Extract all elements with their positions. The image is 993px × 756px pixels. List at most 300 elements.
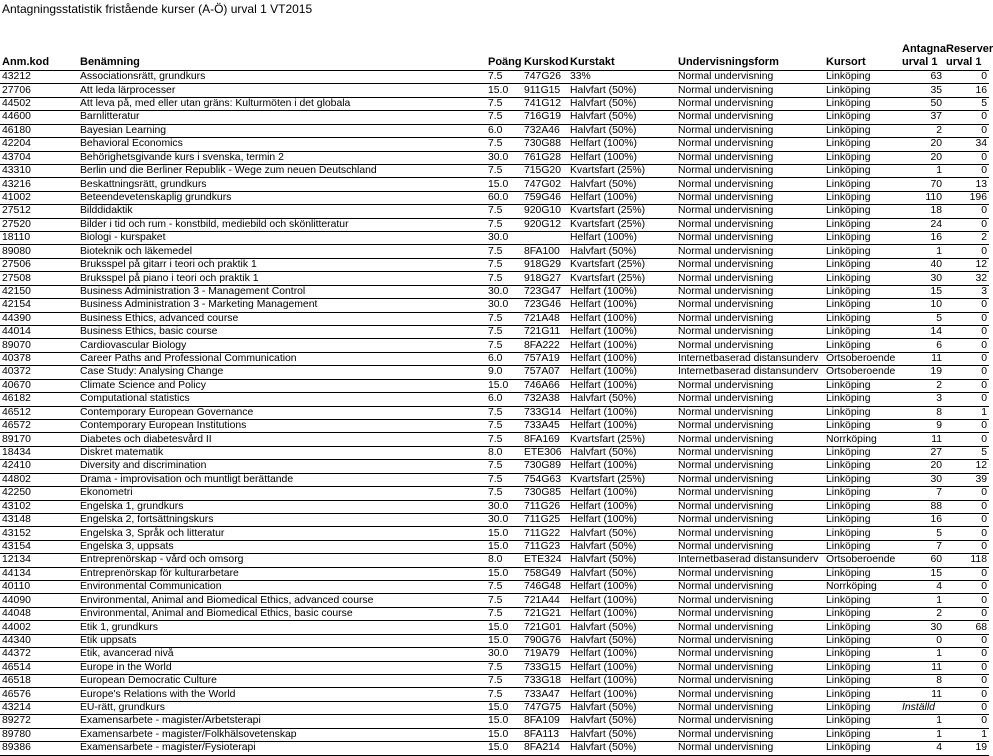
- cell-kursort: Linköping: [824, 339, 900, 352]
- cell-benamning: European Democratic Culture: [78, 674, 486, 687]
- cell-antagna: 110: [900, 191, 944, 204]
- cell-poang: 15.0: [486, 621, 522, 634]
- cell-antagna: 37: [900, 111, 944, 124]
- table-row: [0, 218, 989, 231]
- cell-kursort: Linköping: [824, 138, 900, 151]
- cell-benamning: Examensarbete - magister/Arbetsterapi: [78, 715, 486, 728]
- cell-kursort: Linköping: [824, 272, 900, 285]
- cell-poang: 7.5: [486, 419, 522, 432]
- cell-benamning: Entreprenörskap för kulturarbetare: [78, 567, 486, 580]
- cell-undervisningsform: Normal undervisning: [676, 245, 824, 258]
- cell-antagna: 40: [900, 258, 944, 271]
- cell-benamning: Climate Science and Policy: [78, 379, 486, 392]
- cell-kurstakt: Helfart (100%): [568, 419, 676, 432]
- cell-kursort: Linköping: [824, 393, 900, 406]
- cell-undervisningsform: Normal undervisning: [676, 84, 824, 97]
- table-row: [0, 648, 989, 661]
- cell-kurstakt: Halvfart (50%): [568, 84, 676, 97]
- cell-benamning: Europe in the World: [78, 661, 486, 674]
- table-row: [0, 406, 989, 419]
- cell-kurskod: 711G22: [522, 527, 568, 540]
- cell-kurstakt: Helfart (100%): [568, 607, 676, 620]
- cell-poang: 60.0: [486, 191, 522, 204]
- table-row: [0, 446, 989, 459]
- cell-poang: 9.0: [486, 366, 522, 379]
- cell-undervisningsform: Normal undervisning: [676, 258, 824, 271]
- cell-kurskod: 757A07: [522, 366, 568, 379]
- cell-kurskod: 733G14: [522, 406, 568, 419]
- cell-kurskod: 733A47: [522, 688, 568, 701]
- table-row: [0, 473, 989, 486]
- cell-reserver: 0: [944, 540, 989, 553]
- cell-antagna: 11: [900, 433, 944, 446]
- cell-anmkod: 43216: [0, 178, 78, 191]
- cell-anmkod: 46180: [0, 124, 78, 137]
- cell-antagna: 1: [900, 594, 944, 607]
- table-row: [0, 728, 989, 741]
- cell-kurstakt: Helfart (100%): [568, 661, 676, 674]
- cell-reserver: 0: [944, 326, 989, 339]
- cell-kursort: Linköping: [824, 567, 900, 580]
- cell-benamning: Europe's Relations with the World: [78, 688, 486, 701]
- cell-benamning: Examensarbete - magister/Folkhälsovetenskap: [78, 728, 486, 741]
- cell-benamning: Att leda lärprocesser: [78, 84, 486, 97]
- cell-antagna: 1: [900, 715, 944, 728]
- cell-undervisningsform: Normal undervisning: [676, 728, 824, 741]
- table-row: [0, 138, 989, 151]
- col-header-reserver: [944, 42, 993, 71]
- cell-kurskod: 723G46: [522, 299, 568, 312]
- cell-kurstakt: Halvfart (50%): [568, 527, 676, 540]
- cell-kurstakt: Kvartsfart (25%): [568, 473, 676, 486]
- cell-reserver: 0: [944, 674, 989, 687]
- cell-anmkod: 40378: [0, 352, 78, 365]
- cell-kursort: Linköping: [824, 218, 900, 231]
- cell-kurstakt: Halvfart (50%): [568, 124, 676, 137]
- cell-kurskod: 8FA113: [522, 728, 568, 741]
- cell-antagna: 5: [900, 527, 944, 540]
- table-row: [0, 97, 989, 110]
- cell-poang: 15.0: [486, 540, 522, 553]
- table-row: [0, 500, 989, 513]
- cell-kurstakt: Helfart (100%): [568, 232, 676, 245]
- cell-undervisningsform: Normal undervisning: [676, 674, 824, 687]
- cell-anmkod: 89080: [0, 245, 78, 258]
- cell-kurstakt: Helfart (100%): [568, 406, 676, 419]
- cell-anmkod: 89272: [0, 715, 78, 728]
- cell-kurskod: 711G26: [522, 500, 568, 513]
- cell-antagna: 27: [900, 446, 944, 459]
- cell-antagna: 10: [900, 299, 944, 312]
- cell-benamning: Etik, avancerad nivå: [78, 648, 486, 661]
- cell-poang: 15.0: [486, 701, 522, 714]
- cell-antagna: 5: [900, 312, 944, 325]
- cell-kursort: Linköping: [824, 594, 900, 607]
- cell-kurstakt: Kvartsfart (25%): [568, 272, 676, 285]
- cell-benamning: Bruksspel på piano i teori och praktik 1: [78, 272, 486, 285]
- cell-anmkod: 44502: [0, 97, 78, 110]
- cell-poang: 7.5: [486, 326, 522, 339]
- cell-antagna: 2: [900, 124, 944, 137]
- cell-antagna: 30: [900, 272, 944, 285]
- cell-antagna: 35: [900, 84, 944, 97]
- cell-poang: 7.5: [486, 218, 522, 231]
- cell-kurskod: 733G15: [522, 661, 568, 674]
- cell-kurskod: 761G28: [522, 151, 568, 164]
- cell-kurstakt: 33%: [568, 71, 676, 84]
- cell-anmkod: 44048: [0, 607, 78, 620]
- cell-kursort: Linköping: [824, 84, 900, 97]
- cell-benamning: Contemporary European Institutions: [78, 419, 486, 432]
- cell-kursort: Linköping: [824, 742, 900, 755]
- cell-kursort: Linköping: [824, 164, 900, 177]
- cell-undervisningsform: Normal undervisning: [676, 446, 824, 459]
- cell-undervisningsform: Normal undervisning: [676, 312, 824, 325]
- col-header-benamning: Benämning: [78, 42, 486, 71]
- cell-kursort: Linköping: [824, 634, 900, 647]
- cell-benamning: Case Study: Analysing Change: [78, 366, 486, 379]
- cell-kurskod: 721A48: [522, 312, 568, 325]
- cell-kurskod: 754G63: [522, 473, 568, 486]
- cell-anmkod: 27706: [0, 84, 78, 97]
- cell-undervisningsform: Normal undervisning: [676, 487, 824, 500]
- cell-undervisningsform: Normal undervisning: [676, 594, 824, 607]
- cell-kurstakt: Helfart (100%): [568, 339, 676, 352]
- cell-kurskod: 711G25: [522, 513, 568, 526]
- cell-kurstakt: Kvartsfart (25%): [568, 218, 676, 231]
- cell-anmkod: 44390: [0, 312, 78, 325]
- cell-kurskod: 747G75: [522, 701, 568, 714]
- cell-poang: 7.5: [486, 433, 522, 446]
- cell-poang: 30.0: [486, 299, 522, 312]
- cell-benamning: Beskattningsrätt, grundkurs: [78, 178, 486, 191]
- cell-reserver: 3: [944, 285, 989, 298]
- cell-antagna: 6: [900, 339, 944, 352]
- cell-poang: 15.0: [486, 178, 522, 191]
- cell-anmkod: 43704: [0, 151, 78, 164]
- cell-reserver: 0: [944, 500, 989, 513]
- cell-poang: 6.0: [486, 352, 522, 365]
- cell-antagna: 18: [900, 205, 944, 218]
- document-title: Antagningsstatistik fristående kurser (A-Ö) urval 1 VT2015: [2, 2, 313, 16]
- cell-antagna: 88: [900, 500, 944, 513]
- cell-poang: 7.5: [486, 661, 522, 674]
- cell-poang: 7.5: [486, 138, 522, 151]
- cell-antagna: 50: [900, 97, 944, 110]
- cell-anmkod: 46518: [0, 674, 78, 687]
- cell-poang: 7.5: [486, 594, 522, 607]
- cell-reserver: 12: [944, 258, 989, 271]
- cell-anmkod: 44600: [0, 111, 78, 124]
- cell-kursort: Linköping: [824, 688, 900, 701]
- cell-poang: 30.0: [486, 648, 522, 661]
- cell-antagna: 4: [900, 581, 944, 594]
- table-row: [0, 164, 989, 177]
- cell-kurskod: 715G20: [522, 164, 568, 177]
- cell-antagna: 8: [900, 674, 944, 687]
- table-row: [0, 701, 989, 714]
- cell-benamning: Business Ethics, basic course: [78, 326, 486, 339]
- cell-anmkod: 44372: [0, 648, 78, 661]
- cell-reserver: 0: [944, 715, 989, 728]
- cell-undervisningsform: Normal undervisning: [676, 742, 824, 755]
- cell-kurstakt: Halvfart (50%): [568, 567, 676, 580]
- cell-anmkod: 12134: [0, 554, 78, 567]
- cell-benamning: Engelska 1, grundkurs: [78, 500, 486, 513]
- cell-poang: 8.0: [486, 554, 522, 567]
- cell-poang: 7.5: [486, 674, 522, 687]
- table-row: [0, 111, 989, 124]
- cell-reserver: 0: [944, 607, 989, 620]
- col-header-kursort: Kursort: [824, 42, 900, 71]
- cell-reserver: 16: [944, 84, 989, 97]
- cell-undervisningsform: Normal undervisning: [676, 419, 824, 432]
- cell-kursort: Linköping: [824, 379, 900, 392]
- cell-kurskod: 733A45: [522, 419, 568, 432]
- cell-kurstakt: Halvfart (50%): [568, 178, 676, 191]
- cell-poang: 7.5: [486, 406, 522, 419]
- cell-benamning: Associationsrätt, grundkurs: [78, 71, 486, 84]
- cell-undervisningsform: Normal undervisning: [676, 460, 824, 473]
- cell-kurstakt: Helfart (100%): [568, 285, 676, 298]
- table-row: [0, 393, 989, 406]
- cell-reserver: 0: [944, 487, 989, 500]
- cell-benamning: Bayesian Learning: [78, 124, 486, 137]
- cell-anmkod: 89386: [0, 742, 78, 755]
- cell-antagna: 2: [900, 379, 944, 392]
- cell-kurstakt: Halvfart (50%): [568, 715, 676, 728]
- table-row: [0, 232, 989, 245]
- table-row: [0, 326, 989, 339]
- cell-kursort: Linköping: [824, 111, 900, 124]
- table-row: [0, 124, 989, 137]
- cell-kursort: Linköping: [824, 728, 900, 741]
- cell-kursort: Linköping: [824, 245, 900, 258]
- cell-benamning: Examensarbete - magister/Fysioterapi: [78, 742, 486, 755]
- cell-kurstakt: Helfart (100%): [568, 674, 676, 687]
- table-row: [0, 205, 989, 218]
- cell-anmkod: 44340: [0, 634, 78, 647]
- cell-poang: 7.5: [486, 164, 522, 177]
- cell-kurskod: 741G12: [522, 97, 568, 110]
- cell-kursort: Linköping: [824, 205, 900, 218]
- cell-undervisningsform: Normal undervisning: [676, 97, 824, 110]
- cell-kurskod: 920G12: [522, 218, 568, 231]
- cell-benamning: Contemporary European Governance: [78, 406, 486, 419]
- cell-kursort: Linköping: [824, 178, 900, 191]
- cell-reserver: 5: [944, 446, 989, 459]
- cell-reserver: 0: [944, 419, 989, 432]
- cell-kurstakt: Halvfart (50%): [568, 621, 676, 634]
- cell-kurstakt: Kvartsfart (25%): [568, 258, 676, 271]
- cell-kursort: Norrköping: [824, 433, 900, 446]
- cell-anmkod: 42204: [0, 138, 78, 151]
- cell-anmkod: 44090: [0, 594, 78, 607]
- cell-poang: 30.0: [486, 500, 522, 513]
- cell-anmkod: 44802: [0, 473, 78, 486]
- cell-anmkod: 44134: [0, 567, 78, 580]
- cell-poang: 6.0: [486, 393, 522, 406]
- table-row: [0, 688, 989, 701]
- table-row: [0, 312, 989, 325]
- reserver-line1: Reserver: [946, 43, 993, 55]
- cell-undervisningsform: Normal undervisning: [676, 124, 824, 137]
- cell-poang: 7.5: [486, 205, 522, 218]
- cell-benamning: EU-rätt, grundkurs: [78, 701, 486, 714]
- cell-reserver: 0: [944, 205, 989, 218]
- cell-kurskod: 790G76: [522, 634, 568, 647]
- cell-poang: 7.5: [486, 473, 522, 486]
- cell-undervisningsform: Normal undervisning: [676, 339, 824, 352]
- cell-kursort: Linköping: [824, 701, 900, 714]
- cell-kursort: Linköping: [824, 607, 900, 620]
- cell-benamning: Business Ethics, advanced course: [78, 312, 486, 325]
- cell-reserver: 118: [944, 554, 989, 567]
- cell-reserver: 0: [944, 527, 989, 540]
- cell-undervisningsform: Normal undervisning: [676, 71, 824, 84]
- cell-undervisningsform: Normal undervisning: [676, 433, 824, 446]
- cell-poang: 15.0: [486, 634, 522, 647]
- cell-antagna: 15: [900, 285, 944, 298]
- cell-anmkod: 43148: [0, 513, 78, 526]
- cell-benamning: Drama - improvisation och muntligt berättande: [78, 473, 486, 486]
- cell-benamning: Diabetes och diabetesvård II: [78, 433, 486, 446]
- cell-kursort: Linköping: [824, 473, 900, 486]
- cell-kurstakt: Halvfart (50%): [568, 97, 676, 110]
- cell-undervisningsform: Normal undervisning: [676, 621, 824, 634]
- cell-anmkod: 43152: [0, 527, 78, 540]
- table-row: [0, 151, 989, 164]
- cell-benamning: Bioteknik och läkemedel: [78, 245, 486, 258]
- cell-kurstakt: Halvfart (50%): [568, 701, 676, 714]
- cell-antagna: 1: [900, 728, 944, 741]
- table-row: [0, 621, 989, 634]
- cell-antagna: 7: [900, 540, 944, 553]
- cell-kurstakt: Helfart (100%): [568, 352, 676, 365]
- cell-antagna: 60: [900, 554, 944, 567]
- table-row: [0, 742, 989, 755]
- cell-poang: 7.5: [486, 111, 522, 124]
- cell-kurskod: 758G49: [522, 567, 568, 580]
- cell-reserver: 32: [944, 272, 989, 285]
- cell-anmkod: 40372: [0, 366, 78, 379]
- cell-reserver: 0: [944, 433, 989, 446]
- cell-undervisningsform: Normal undervisning: [676, 111, 824, 124]
- cell-anmkod: 46512: [0, 406, 78, 419]
- cell-poang: 7.5: [486, 487, 522, 500]
- cell-kurstakt: Helfart (100%): [568, 151, 676, 164]
- cell-kurstakt: Helfart (100%): [568, 138, 676, 151]
- cell-poang: 7.5: [486, 97, 522, 110]
- cell-anmkod: 40670: [0, 379, 78, 392]
- cell-anmkod: 43310: [0, 164, 78, 177]
- cell-undervisningsform: Normal undervisning: [676, 648, 824, 661]
- cell-antagna: 8: [900, 406, 944, 419]
- cell-anmkod: 89780: [0, 728, 78, 741]
- cell-kursort: Linköping: [824, 621, 900, 634]
- cell-reserver: 0: [944, 299, 989, 312]
- cell-kursort: Linköping: [824, 527, 900, 540]
- table-row: [0, 258, 989, 271]
- cell-reserver: 0: [944, 339, 989, 352]
- cell-antagna: 11: [900, 688, 944, 701]
- cell-antagna: 11: [900, 661, 944, 674]
- cell-kursort: Linköping: [824, 285, 900, 298]
- cell-kurskod: 716G19: [522, 111, 568, 124]
- cell-undervisningsform: Normal undervisning: [676, 473, 824, 486]
- cell-kurstakt: Halvfart (50%): [568, 540, 676, 553]
- cell-kurskod: 730G85: [522, 487, 568, 500]
- cell-kursort: Linköping: [824, 661, 900, 674]
- cell-antagna: 11: [900, 352, 944, 365]
- cell-antagna: 63: [900, 71, 944, 84]
- cell-undervisningsform: Normal undervisning: [676, 164, 824, 177]
- cell-kurskod: 757A19: [522, 352, 568, 365]
- table-row: [0, 285, 989, 298]
- cell-anmkod: 42410: [0, 460, 78, 473]
- cell-kurstakt: Helfart (100%): [568, 594, 676, 607]
- cell-poang: 6.0: [486, 124, 522, 137]
- cell-benamning: Engelska 3, Språk och litteratur: [78, 527, 486, 540]
- cell-anmkod: 27512: [0, 205, 78, 218]
- reserver-line2: urval 1: [946, 56, 982, 68]
- table-row: [0, 661, 989, 674]
- cell-poang: 7.5: [486, 460, 522, 473]
- cell-undervisningsform: Normal undervisning: [676, 326, 824, 339]
- cell-poang: 7.5: [486, 339, 522, 352]
- cell-kurstakt: Halvfart (50%): [568, 742, 676, 755]
- cell-benamning: Biologi - kurspaket: [78, 232, 486, 245]
- cell-undervisningsform: Normal undervisning: [676, 406, 824, 419]
- cell-kursort: Linköping: [824, 715, 900, 728]
- cell-kurstakt: Helfart (100%): [568, 500, 676, 513]
- cell-reserver: 13: [944, 178, 989, 191]
- cell-kurstakt: Halvfart (50%): [568, 393, 676, 406]
- cell-benamning: Beteendevetenskaplig grundkurs: [78, 191, 486, 204]
- cell-kurskod: 732A38: [522, 393, 568, 406]
- cell-benamning: Bruksspel på gitarr i teori och praktik 1: [78, 258, 486, 271]
- cell-undervisningsform: Normal undervisning: [676, 218, 824, 231]
- cell-antagna: 19: [900, 366, 944, 379]
- cell-undervisningsform: Internetbaserad distansunderv: [676, 366, 824, 379]
- cell-reserver: 0: [944, 164, 989, 177]
- cell-undervisningsform: Internetbaserad distansunderv: [676, 352, 824, 365]
- cell-antagna: 1: [900, 245, 944, 258]
- cell-kursort: Linköping: [824, 326, 900, 339]
- cell-reserver: 34: [944, 138, 989, 151]
- cell-reserver: 0: [944, 581, 989, 594]
- cell-benamning: Entreprenörskap - vård och omsorg: [78, 554, 486, 567]
- cell-anmkod: 43214: [0, 701, 78, 714]
- cell-antagna: 1: [900, 648, 944, 661]
- cell-anmkod: 43102: [0, 500, 78, 513]
- cell-kursort: Ortsoberoende: [824, 554, 900, 567]
- cell-benamning: Ekonometri: [78, 487, 486, 500]
- cell-antagna: 30: [900, 473, 944, 486]
- cell-undervisningsform: Normal undervisning: [676, 701, 824, 714]
- cell-kursort: Linköping: [824, 674, 900, 687]
- cell-antagna: 9: [900, 419, 944, 432]
- cell-kurstakt: Halvfart (50%): [568, 111, 676, 124]
- cell-kurstakt: Helfart (100%): [568, 648, 676, 661]
- cell-kurstakt: Halvfart (50%): [568, 728, 676, 741]
- cell-kurstakt: Halvfart (50%): [568, 446, 676, 459]
- cell-undervisningsform: Normal undervisning: [676, 715, 824, 728]
- cell-anmkod: 42154: [0, 299, 78, 312]
- table-row: [0, 339, 989, 352]
- cell-anmkod: 42250: [0, 487, 78, 500]
- cell-kurskod: 746A66: [522, 379, 568, 392]
